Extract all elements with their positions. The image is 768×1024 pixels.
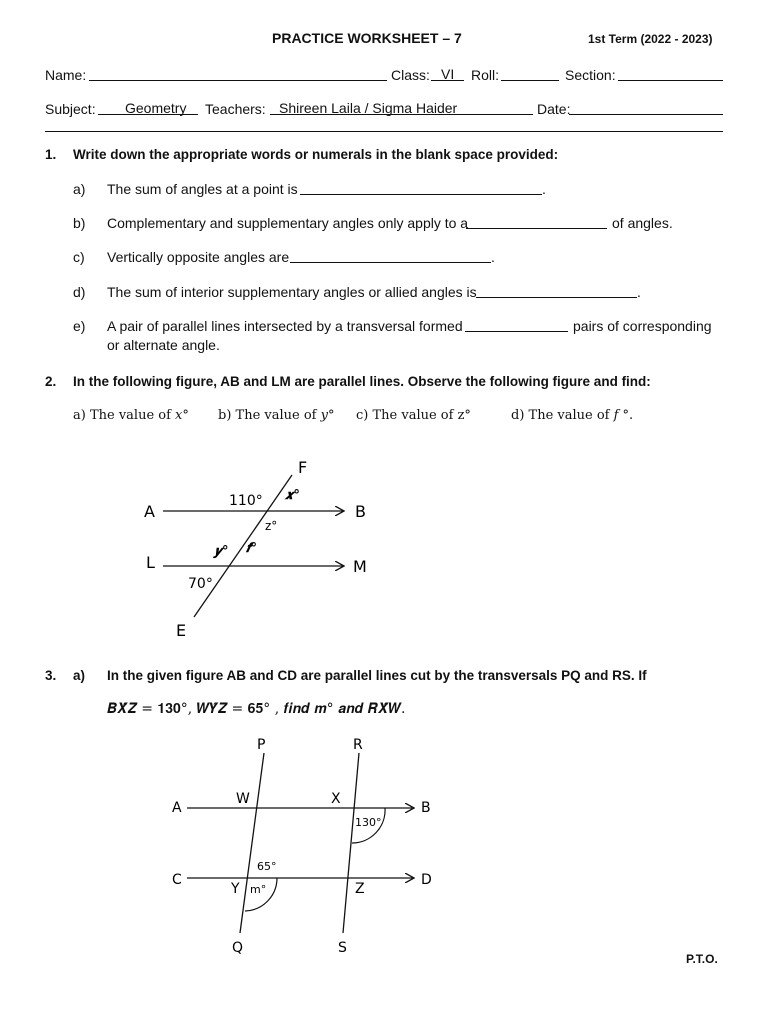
teachers-value: Shireen Laila / Sigma Haider (279, 100, 458, 116)
fig1-angle-110: 110° (229, 493, 263, 509)
fig1-label-l: L (146, 553, 155, 572)
fig1-label-a: A (144, 502, 155, 521)
q1d-after: . (637, 284, 641, 300)
q1a-label: a) (73, 181, 86, 197)
q2-text: In the following figure, AB and LM are parallel lines. Observe the following figure and find: (73, 374, 651, 389)
q1c-text: Vertically opposite angles are (107, 249, 290, 265)
name-label: Name: (45, 67, 87, 83)
q1e-line2: or alternate angle. (107, 337, 220, 353)
subject-label: Subject: (45, 101, 96, 117)
fig1-angle-x: 𝒙° (285, 488, 300, 503)
fig1-label-m: M (353, 557, 367, 576)
q2-part-c: c) The value of z° (356, 408, 471, 423)
fig2-label-b: B (421, 800, 431, 816)
fig2-label-y: Y (231, 881, 240, 897)
fig2-label-c: C (172, 872, 182, 888)
roll-label: Roll: (471, 67, 500, 83)
q2-part-b: b) The value of 𝑦° (218, 408, 335, 423)
fig2-angle-130: 130° (355, 816, 382, 829)
fig1-label-b: B (355, 502, 366, 521)
fig2-label-p: P (257, 737, 266, 753)
q3-number: 3. (45, 668, 57, 683)
fig1-angle-70: 70° (188, 576, 213, 592)
q3-text: In the given figure AB and CD are parallel lines cut by the transversals PQ and RS. If (107, 668, 647, 683)
fig2-label-q: Q (232, 940, 244, 956)
subject-value: Geometry (125, 100, 187, 116)
q2-part-d: d) The value of 𝑓 °. (511, 408, 634, 423)
q2-part-a: a) The value of 𝑥° (73, 408, 189, 423)
fig2-label-w: W (236, 791, 250, 807)
q2-number: 2. (45, 374, 57, 389)
fig2-label-s: S (338, 940, 347, 956)
pto-label: P.T.O. (686, 952, 718, 966)
q1a-after: . (542, 181, 546, 197)
q1e-label: e) (73, 318, 86, 334)
q1e-text: A pair of parallel lines intersected by a transversal formed (107, 318, 463, 334)
q1-text: Write down the appropriate words or numerals in the blank space provided: (73, 147, 559, 162)
q1a-text: The sum of angles at a point is (107, 181, 298, 197)
q1c-label: c) (73, 249, 85, 265)
term-label: 1st Term (2022 - 2023) (588, 32, 713, 46)
q3-sub: a) (73, 668, 86, 683)
date-label: Date: (537, 101, 571, 117)
fig2-label-r: R (353, 737, 363, 753)
q1d-label: d) (73, 284, 86, 300)
fig2-label-x: X (331, 791, 341, 807)
fig2-label-d: D (421, 872, 432, 888)
fig1-label-e: E (176, 621, 187, 640)
fig2-angle-m: m° (250, 883, 267, 896)
fig1-angle-f: 𝒇° (246, 541, 257, 556)
q1e-after: pairs of corresponding (573, 318, 712, 334)
teachers-label: Teachers: (205, 101, 266, 117)
section-label: Section: (565, 67, 616, 83)
q1c-after: . (491, 249, 495, 265)
class-label: Class: (391, 67, 430, 83)
class-value: VI (441, 66, 455, 82)
q3-formula: 𝑩𝑿̂𝒁 = 𝟏𝟑𝟎°, 𝑾𝒀̂𝒁 = 𝟔𝟓° , 𝒇𝒊𝒏𝒅 𝒎° 𝒂𝒏𝒅 𝑹𝑿̂𝑾. (107, 701, 406, 717)
fig2-label-a: A (172, 800, 182, 816)
q1b-text: Complementary and supplementary angles only apply to a (107, 215, 469, 231)
fig1-label-f: F (298, 458, 308, 477)
q1-number: 1. (45, 147, 57, 162)
q1b-label: b) (73, 215, 86, 231)
q1b-after: of angles. (612, 215, 673, 231)
fig1-angle-z: z° (265, 519, 278, 533)
fig1-angle-y: 𝒚° (214, 544, 229, 559)
fig2-label-z: Z (355, 881, 365, 897)
fig2-angle-65: 65° (257, 860, 277, 873)
worksheet-title: PRACTICE WORKSHEET – 7 (272, 30, 462, 46)
q1d-text: The sum of interior supplementary angles or allied angles is (107, 284, 477, 300)
